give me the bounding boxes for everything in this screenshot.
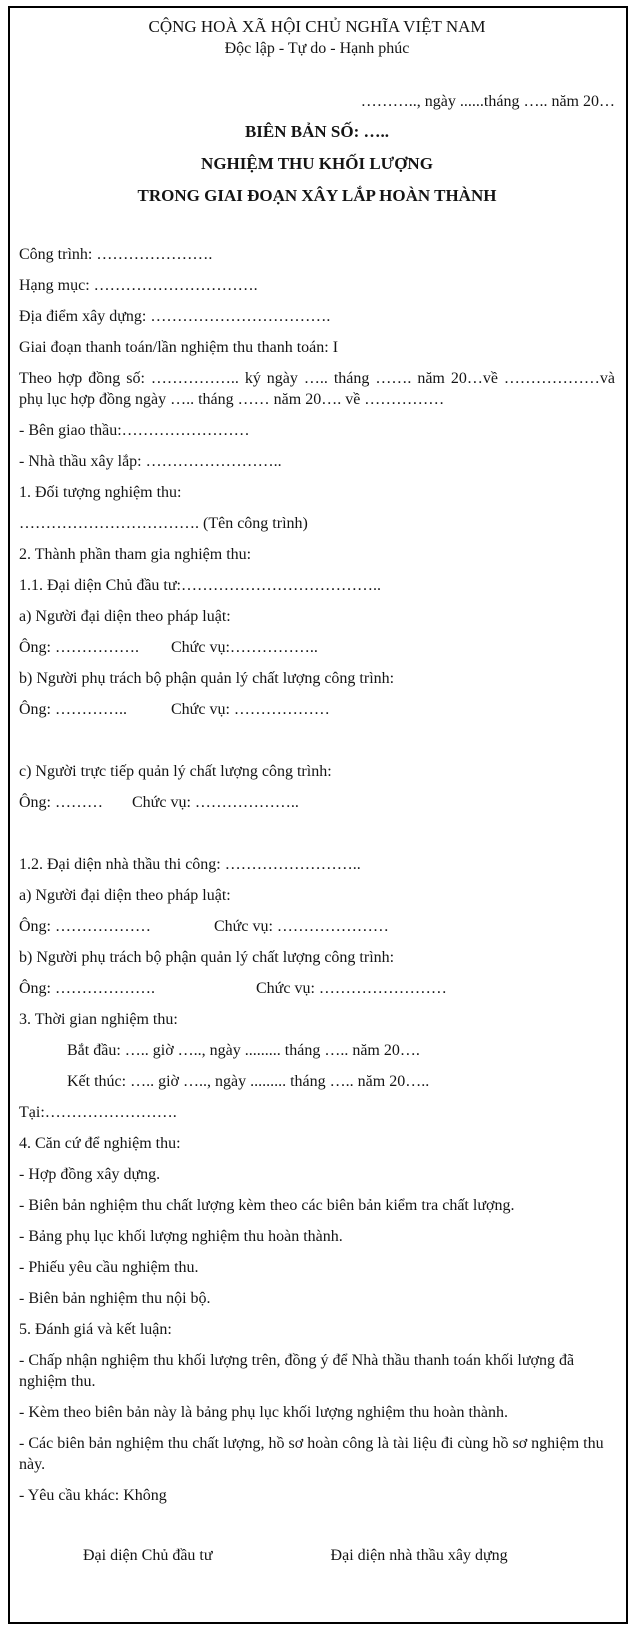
bullet-noi-bo: - Biên bản nghiệm thu nội bộ. bbox=[19, 1290, 211, 1307]
page-border-frame bbox=[8, 6, 628, 1624]
bullet-chap-nhan: - Chấp nhận nghiệm thu khối lượng trên, đồng ý để Nhà thầu thanh toán khối lượng đã nghiệm thu. bbox=[19, 1352, 575, 1390]
field-theo-hop-dong: Theo hợp đồng số: …………….. ký ngày ….. tháng ……. năm 20…về ………………và phụ lục hợp đồng ngày ….. tháng …… năm 20…. về …………… bbox=[19, 370, 615, 408]
bullet-phieu-yeu-cau: - Phiếu yêu cầu nghiệm thu. bbox=[19, 1259, 199, 1276]
section-4-heading: 4. Căn cứ để nghiệm thu: bbox=[19, 1135, 181, 1152]
officer-position-field: Chức vụ: ……………….. bbox=[132, 794, 299, 811]
officer-position-field: Chức vụ: …………………… bbox=[256, 980, 447, 997]
doc-title-sub: TRONG GIAI ĐOẠN XÂY LẮP HOÀN THÀNH bbox=[137, 186, 497, 205]
field-dia-diem: Địa điểm xây dựng: ……………………………. bbox=[19, 308, 331, 325]
officer-row bbox=[19, 916, 615, 937]
bullet-cac-bien-ban: - Các biên bản nghiệm thu chất lượng, hồ sơ hoàn công là tài liệu đi cùng hồ sơ nghiệm thu này. bbox=[19, 1435, 604, 1473]
field-ben-giao-thau: - Bên giao thầu:…………………… bbox=[19, 422, 250, 439]
spacer bbox=[19, 1516, 615, 1537]
signature-owner-label: Đại diện Chủ đầu tư bbox=[83, 1547, 213, 1564]
field-ket-thuc: Kết thúc: ….. giờ ….., ngày ......... tháng ….. năm 20….. bbox=[67, 1073, 430, 1090]
field-nha-thau-xay-lap: - Nhà thầu xây lắp: …………………….. bbox=[19, 453, 282, 470]
officer-row bbox=[19, 699, 615, 720]
spacer bbox=[19, 823, 615, 844]
item-c-truc-tiep-quan-ly: c) Người trực tiếp quản lý chất lượng công trình: bbox=[19, 763, 332, 780]
item-1-1-chu-dau-tu: 1.1. Đại diện Chủ đầu tư:……………………………….. bbox=[19, 577, 381, 594]
field-giai-doan: Giai đoạn thanh toán/lần nghiệm thu thanh toán: I bbox=[19, 339, 339, 356]
item-b-quan-ly-chat-luong: b) Người phụ trách bộ phận quản lý chất lượng công trình: bbox=[19, 949, 395, 966]
section-5-heading: 5. Đánh giá và kết luận: bbox=[19, 1321, 172, 1338]
section-2-heading: 2. Thành phần tham gia nghiệm thu: bbox=[19, 546, 252, 563]
officer-position-field: Chức vụ: ………………… bbox=[214, 918, 389, 935]
officer-name-field: Ông: ……………… bbox=[19, 918, 151, 935]
bullet-bien-ban-chat-luong: - Biên bản nghiệm thu chất lượng kèm theo các biên bản kiểm tra chất lượng. bbox=[19, 1197, 515, 1214]
doc-title-number: BIÊN BẢN SỐ: ….. bbox=[244, 122, 390, 141]
item-1-2-nha-thau: 1.2. Đại diện nhà thầu thi công: …………………….. bbox=[19, 856, 361, 873]
date-line: ……….., ngày ......tháng ….. năm 20… bbox=[360, 93, 615, 110]
officer-position-field: Chức vụ: ……………… bbox=[171, 701, 330, 718]
field-ten-cong-trinh: ……………………………. (Tên công trình) bbox=[19, 515, 308, 532]
officer-name-field: Ông: ………………. bbox=[19, 980, 155, 997]
bullet-yeu-cau-khac: - Yêu cầu khác: Không bbox=[19, 1487, 167, 1504]
field-tai: Tại:……………………. bbox=[19, 1104, 177, 1121]
officer-name-field: Ông: ……………. bbox=[19, 639, 139, 656]
bullet-hop-dong: - Hợp đồng xây dựng. bbox=[19, 1166, 161, 1183]
section-1-heading: 1. Đối tượng nghiệm thu: bbox=[19, 484, 182, 501]
bullet-bang-phu-luc: - Bảng phụ lục khối lượng nghiệm thu hoàn thành. bbox=[19, 1228, 343, 1245]
field-cong-trinh: Công trình: …………………. bbox=[19, 246, 213, 263]
officer-row bbox=[19, 637, 615, 658]
field-bat-dau: Bắt đầu: ….. giờ ….., ngày ......... tháng ….. năm 20…. bbox=[67, 1042, 420, 1059]
officer-name-field: Ông: ………….. bbox=[19, 701, 127, 718]
section-3-heading: 3. Thời gian nghiệm thu: bbox=[19, 1011, 178, 1028]
officer-row bbox=[19, 792, 615, 813]
bullet-kem-theo: - Kèm theo biên bản này là bảng phụ lục khối lượng nghiệm thu hoàn thành. bbox=[19, 1404, 509, 1421]
officer-position-field: Chức vụ:…………….. bbox=[171, 639, 318, 656]
item-a-phap-luat: a) Người đại diện theo pháp luật: bbox=[19, 887, 231, 904]
officer-row bbox=[19, 978, 615, 999]
signature-block bbox=[19, 1547, 615, 1565]
signature-contractor-label: Đại diện nhà thầu xây dựng bbox=[330, 1547, 508, 1564]
officer-name-field: Ông: ……… bbox=[19, 794, 103, 811]
doc-title-main: NGHIỆM THU KHỐI LƯỢNG bbox=[201, 154, 433, 173]
item-b-quan-ly-chat-luong: b) Người phụ trách bộ phận quản lý chất lượng công trình: bbox=[19, 670, 395, 687]
national-motto: Độc lập - Tự do - Hạnh phúc bbox=[224, 40, 410, 57]
item-a-phap-luat: a) Người đại diện theo pháp luật: bbox=[19, 608, 231, 625]
field-hang-muc: Hạng mục: …………………………. bbox=[19, 277, 258, 294]
national-title: CỘNG HOÀ XÃ HỘI CHỦ NGHĨA VIỆT NAM bbox=[148, 17, 486, 36]
spacer bbox=[19, 730, 615, 751]
